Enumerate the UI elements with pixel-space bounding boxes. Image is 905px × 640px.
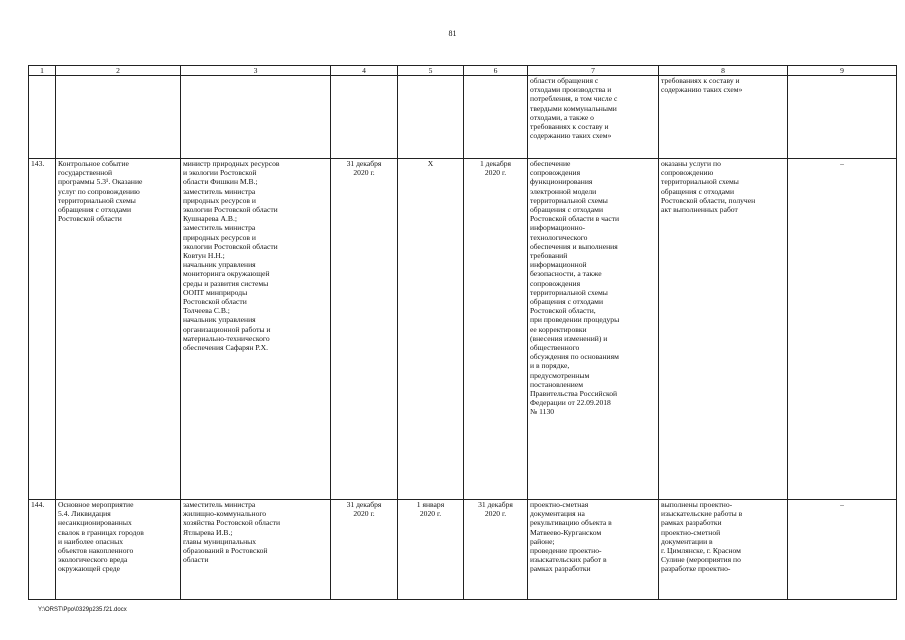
planned-results-cell: области обращения с отходами производства и потребления, в том числе с твердыми коммунальными отходами, а также о требованиях к составу и содержанию таких схем» [528, 76, 659, 159]
column-number: 5 [398, 66, 464, 76]
column-number: 8 [659, 66, 788, 76]
row-number-cell: 143. [29, 159, 56, 500]
date-cell: 1 января 2020 г. [398, 500, 464, 600]
column-number: 6 [464, 66, 528, 76]
date-cell [464, 76, 528, 159]
column-number: 1 [29, 66, 56, 76]
page-number: 81 [448, 29, 457, 38]
table-row [29, 159, 897, 500]
date-cell: 31 декабря 2020 г. [331, 500, 398, 600]
date-cell: 31 декабря 2020 г. [331, 159, 398, 500]
notes-cell: – [788, 500, 897, 600]
row-number-cell: 144. [29, 500, 56, 600]
notes-cell: – [788, 159, 897, 500]
column-number: 4 [331, 66, 398, 76]
event-name-cell: Основное мероприятие 5.4. Ликвидация несанкционированных свалок в границах городов и наиболее опасных объектов накопленного экологического вреда окружающей среде [56, 500, 181, 600]
actual-results-cell: оказаны услуги по сопровождению территориальной схемы обращения с отходами Ростовской области, получен акт выполненных работ [659, 159, 788, 500]
date-cell: 1 декабря 2020 г. [464, 159, 528, 500]
event-name-cell: Контрольное событие государственной программы 5.3¹. Оказание услуг по сопровождению территориальной схемы обращения с отходами Ростовской области [56, 159, 181, 500]
column-number: 2 [56, 66, 181, 76]
planned-results-cell: проектно-сметная документация на рекультивацию объекта в Матвеево-Курганском районе; проведение проектно- изыскательских работ в рамках разработки [528, 500, 659, 600]
notes-cell [788, 76, 897, 159]
actual-results-cell: требованиях к составу и содержанию таких схем» [659, 76, 788, 159]
responsible-cell [181, 76, 331, 159]
column-number: 3 [181, 66, 331, 76]
column-number: 7 [528, 66, 659, 76]
row-number-cell [29, 76, 56, 159]
file-path-footer: Y:\ORST\Ppo\0329p235.f21.docx [38, 607, 127, 613]
event-name-cell [56, 76, 181, 159]
responsible-cell: заместитель министра жилищно-коммунального хозяйства Ростовской области Ятлырева И.В.; главы муниципальных образований в Ростовской области [181, 500, 331, 600]
date-cell [331, 76, 398, 159]
table-row [29, 76, 897, 159]
actual-results-cell: выполнены проектно- изыскательские работы в рамках разработки проектно-сметной документации в г. Цимлянске, г. Красном Сулине (мероприятия по разработке проектно- [659, 500, 788, 600]
date-cell: X [398, 159, 464, 500]
document-table [28, 65, 897, 600]
responsible-cell: министр природных ресурсов и экологии Ростовской области Фишкин М.В.; заместитель министра природных ресурсов и экологии Ростовской области Кушнарева А.В.; заместитель министра природных ресурсов и экологии Ростовской области Ковтун Н.Н.; начальник управления мониторинга окружающей среды и развития системы ООПТ минприроды Ростовской области Толчеева С.В.; начальник управления организационной работы и материально-технического обеспечения Сафарян Р.Х. [181, 159, 331, 500]
column-number: 9 [788, 66, 897, 76]
planned-results-cell: обеспечение сопровождения функционирования электронной модели территориальной схемы обращения с отходами Ростовской области в части информационно- технологического обеспечения и выполнения требований информационной безопасности, а также сопровождения территориальной схемы обращения с отходами Ростовской области, при проведении процедуры ее корректировки (внесения изменений) и общественного обсуждения по основаниям и в порядке, предусмотренным постановлением Правительства Российской Федерации от 22.09.2018 № 1130 [528, 159, 659, 500]
date-cell: 31 декабря 2020 г. [464, 500, 528, 600]
table-row [29, 500, 897, 600]
date-cell [398, 76, 464, 159]
column-number-row [29, 66, 897, 76]
